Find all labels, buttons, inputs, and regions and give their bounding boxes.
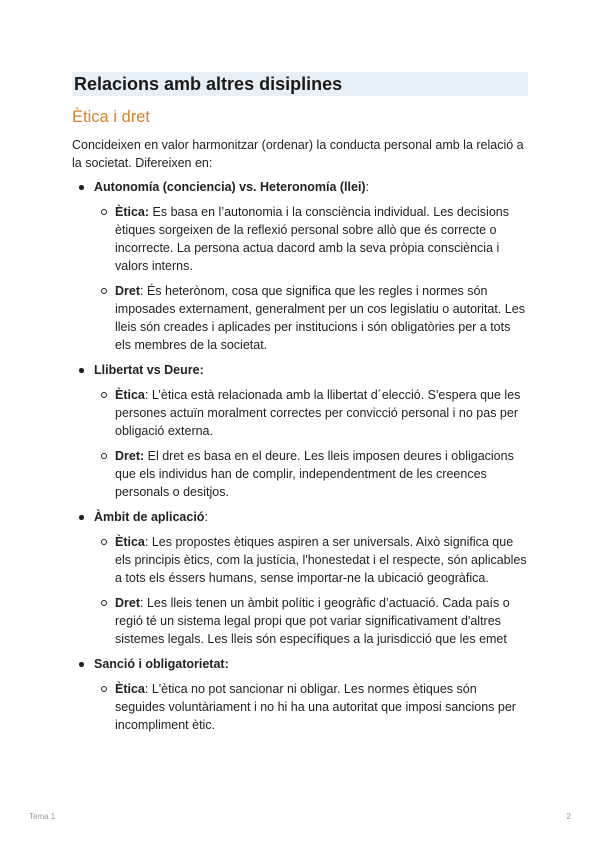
subtopic-text: : És heterònom, cosa que significa que les regles i normes són imposades externament, generalment per un cos legislatiu o autoritat. Les lleis són creades i aplicades per institucions i són obligatòries per a tots els membres de la societat. bbox=[115, 284, 525, 352]
subtopic-text: Es basa en l’autonomia i la consciència individual. Les decisions ètiques sorgeixen de la reflexió personal sobre allò que és correcte o incorrecte. La persona actua dacord amb la seva pròpia consciència i valors interns. bbox=[115, 205, 509, 273]
topic-item bbox=[72, 655, 528, 734]
document-page bbox=[72, 72, 528, 741]
subtopic-item bbox=[94, 594, 528, 648]
topic-heading: Àmbit de aplicació bbox=[94, 510, 205, 524]
subtopic-list bbox=[94, 203, 528, 354]
topic-heading-suffix: : bbox=[204, 510, 208, 524]
subtopic-list bbox=[94, 386, 528, 501]
subtopic-term: Ètica bbox=[115, 388, 145, 402]
topic-item bbox=[72, 178, 528, 354]
intro-paragraph: Concideixen en valor harmonitzar (ordenar) la conducta personal amb la relació a la societat. Difereixen en: bbox=[72, 138, 524, 170]
subtopic-text: : Les propostes ètiques aspiren a ser universals. Això significa que els principis ètics, com la justícia, l'honestedat i el respecte, són aplicables a tots els éssers humans, sense importar-ne la ubicació geogràfica. bbox=[115, 535, 527, 585]
subtopic-item bbox=[94, 680, 528, 734]
subtopic-term: Ètica bbox=[115, 682, 145, 696]
subtopic-text: : L’ètica està relacionada amb la llibertat d´elecció. S'espera que les persones actuïn moralment correctes per convicció personal i no pas per obligació externa. bbox=[115, 388, 521, 438]
section-title: Relacions amb altres disiplines bbox=[72, 72, 528, 96]
subtopic-term: Ètica: bbox=[115, 205, 150, 219]
topic-item bbox=[72, 508, 528, 648]
subtopic-text: : Les lleis tenen un àmbit polític i geogràfic d’actuació. Cada país o regió té un sistema legal propi que pot variar significativament d'altres sistemes legals. Les lleis són específiques a la jurisdicció que les emet bbox=[115, 596, 510, 646]
footer-chapter: Tema 1 bbox=[29, 812, 56, 821]
subtopic-term: Ètica bbox=[115, 535, 145, 549]
topic-list bbox=[72, 178, 528, 734]
subtopic-list bbox=[94, 533, 528, 648]
topic-heading: Llibertat vs Deure: bbox=[94, 363, 204, 377]
topic-heading: Autonomía (conciencia) vs. Heteronomía (llei) bbox=[94, 180, 366, 194]
subtopic-item bbox=[94, 533, 528, 587]
topic-item bbox=[72, 361, 528, 501]
subtopic-term: Dret bbox=[115, 596, 141, 610]
topic-heading-suffix: : bbox=[365, 180, 370, 194]
subtopic-term: Dret: bbox=[115, 449, 145, 463]
topic-heading: Sanció i obligatorietat: bbox=[94, 657, 229, 671]
subtopic-item bbox=[94, 386, 528, 440]
subsection-title: Ètica i dret bbox=[72, 108, 150, 126]
subtopic-text: El dret es basa en el deure. Les lleis imposen deures i obligacions que els individus han de complir, independentment de les creences personals o desitjos. bbox=[115, 449, 514, 499]
footer-page-number: 2 bbox=[566, 812, 571, 821]
subtopic-list bbox=[94, 680, 528, 734]
subtopic-item bbox=[94, 203, 528, 275]
subtopic-item bbox=[94, 282, 528, 354]
page-footer bbox=[29, 812, 571, 821]
subtopic-term: Dret bbox=[115, 284, 141, 298]
subtopic-text: : L'ètica no pot sancionar ni obligar. Les normes ètiques són seguides voluntàriament i no hi ha una autoritat que imposi sancions per incompliment ètic. bbox=[115, 682, 516, 732]
subtopic-item bbox=[94, 447, 528, 501]
